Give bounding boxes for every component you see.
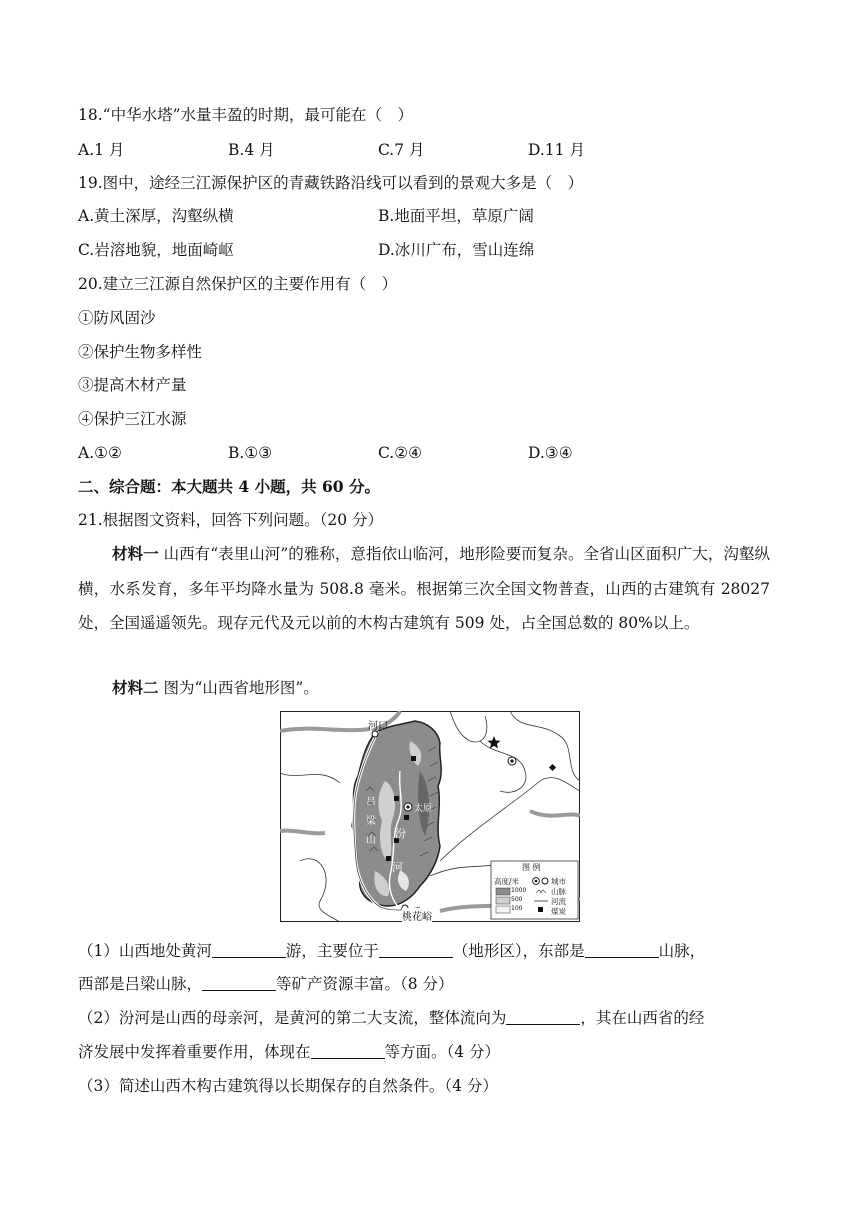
shanxi-terrain-map (280, 711, 580, 922)
q21-sub1-line1 (78, 941, 705, 961)
q20-item-2: ②保护生物多样性 (78, 343, 203, 361)
section-title: 二、综合题：本大题共 4 小题，共 60 分。 (78, 477, 380, 496)
map-label-he: 河 (392, 861, 403, 874)
q19-stem: 19.图中，途经三江源保护区的青藏铁路沿线可以看到的景观大多是（ ） (78, 174, 584, 192)
q20-item-4: ④保护三江水源 (78, 410, 187, 428)
sub1-text-f: 等矿产资源丰富。（8 分） (276, 975, 454, 993)
legend-level-1000: 1000 (511, 887, 527, 894)
q18-option-c[interactable]: C.7 月 (378, 141, 425, 159)
q21-stem: 21.根据图文资料，回答下列问题。（20 分） (78, 511, 384, 529)
blank-landform-region[interactable] (379, 941, 453, 958)
sub1-text-d: 山脉， (658, 942, 706, 960)
blank-flow-direction[interactable] (506, 1008, 580, 1025)
q20-option-c[interactable]: C.②④ (378, 444, 423, 462)
q21-sub1-line2 (78, 974, 454, 994)
q19-option-b[interactable]: B.地面平坦，草原广阔 (378, 207, 534, 225)
q20-stem: 20.建立三江源自然保护区的主要作用有（ ） (78, 275, 398, 293)
q18-stem: 18.“中华水塔”水量丰盈的时期，最可能在（ ） (78, 106, 413, 124)
sub2-text-b: ，其在山西省的经 (580, 1009, 705, 1027)
blank-economic-role[interactable] (311, 1042, 385, 1059)
material-1-label: 材料一 (112, 544, 159, 563)
q20-option-b[interactable]: B.①③ (228, 444, 273, 462)
blank-mineral-resource[interactable] (202, 974, 276, 991)
q20-option-a[interactable]: A.①② (78, 444, 122, 462)
map-label-hekou: 河口 (368, 721, 388, 732)
q19-option-c[interactable]: C.岩溶地貌，地面崎岖 (78, 241, 234, 259)
q21-sub2-line2 (78, 1042, 500, 1062)
blank-eastern-mountain[interactable] (585, 941, 659, 958)
sub1-text-e: 西部是吕梁山脉， (78, 975, 203, 993)
q20-item-1: ①防风固沙 (78, 309, 156, 327)
map-label-lvliang: 吕梁山 (366, 797, 376, 846)
sub2-text-d: 等方面。（4 分） (384, 1043, 501, 1061)
material-2-label: 材料二 (112, 678, 159, 697)
q20-option-d[interactable]: D.③④ (528, 444, 573, 462)
legend-river: 河流 (551, 897, 566, 906)
legend-height-label: 高度/米 (494, 877, 520, 886)
q18-option-b[interactable]: B.4 月 (228, 141, 275, 159)
q18-option-d[interactable]: D.11 月 (528, 141, 585, 159)
legend-coal: 煤炭 (551, 907, 566, 916)
legend-level-100: 100 (511, 905, 523, 912)
q19-option-a[interactable]: A.黄土深厚，沟壑纵横 (78, 207, 234, 225)
material-1 (78, 537, 770, 641)
q21-sub2-line1 (78, 1008, 704, 1028)
q20-item-3: ③提高木材产量 (78, 376, 187, 394)
sub1-text-b: 游，主要位于 (285, 942, 379, 960)
material-2-text: 图为“山西省地形图”。 (158, 679, 319, 697)
q21-sub3: （3）简述山西木构古建筑得以长期保存的自然条件。（4 分） (78, 1077, 498, 1095)
blank-yellow-river-reach[interactable] (212, 941, 286, 958)
q18-option-a[interactable]: A.1 月 (78, 141, 125, 159)
material-1-text: 山西有“表里山河”的雅称，意指依山临河，地形险要而复杂。全省山区面积广大，沟壑纵横，水系发育，多年平均降水量为 508.8 毫米。根据第三次全国文物普查，山西的古建筑有 28027 处，全国遥遥领先。现存元代及元以前的木构古建筑有 509 处，占全国总数的 80%以上。 (78, 545, 770, 632)
sub1-text-c: （地形区），东部是 (452, 942, 585, 960)
legend-level-500: 500 (511, 896, 523, 903)
material-2 (112, 678, 319, 698)
map-label-taiyuan: 太原 (414, 804, 433, 814)
q19-option-d[interactable]: D.冰川广布，雪山连绵 (378, 241, 535, 259)
map-label-taohuayu: 桃花峪 (402, 908, 432, 923)
legend-mountain: 山脉 (551, 887, 566, 896)
legend-city: 城市 (551, 877, 566, 886)
sub2-text-a: （2）汾河是山西的母亲河，是黄河的第二大支流，整体流向为 (78, 1009, 507, 1027)
legend-title: 图 例 (522, 863, 541, 872)
map-label-fen: 汾 (395, 827, 406, 840)
sub1-text-a: （1）山西地处黄河 (78, 942, 212, 960)
sub2-text-c: 济发展中发挥着重要作用，体现在 (78, 1043, 311, 1061)
